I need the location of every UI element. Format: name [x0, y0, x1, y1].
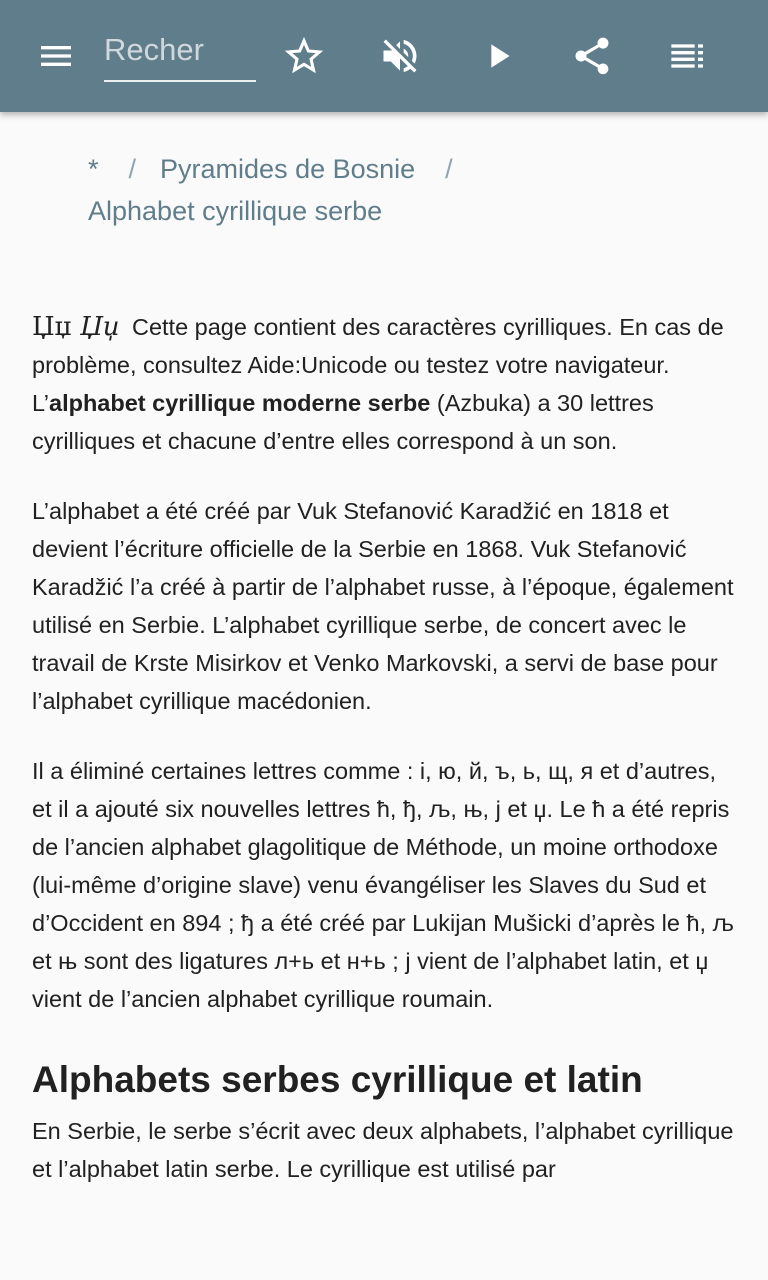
article-body [32, 308, 742, 1220]
search-field[interactable] [104, 28, 256, 82]
section-paragraph: En Serbie, le serbe s’écrit avec deux alphabets, l’alphabet cyrillique et l’alphabet latin serbe. Le cyrillique est utilisé par [32, 1118, 734, 1182]
breadcrumb [88, 148, 648, 232]
play-button[interactable] [470, 28, 526, 84]
mute-button[interactable] [372, 28, 428, 84]
table-of-contents-button[interactable] [660, 28, 716, 84]
unicode-notice-text: Cette page contient des caractères cyrilliques. En cas de problème, consultez Aide:Unicode ou testez votre navigateur. [32, 314, 724, 378]
volume-off-icon [378, 34, 422, 78]
search-input[interactable] [104, 30, 256, 70]
star-outline-icon [281, 33, 327, 79]
section-heading: Alphabets serbes cyrillique et latin [32, 1059, 643, 1100]
play-icon [478, 36, 518, 76]
breadcrumb-separator: / [128, 154, 137, 184]
breadcrumb-root-link[interactable]: * [88, 154, 99, 184]
unicode-notice [32, 308, 742, 384]
breadcrumb-current: Alphabet cyrillique serbe [88, 196, 383, 226]
bold-term: alphabet cyrillique moderne serbe [49, 390, 431, 416]
share-button[interactable] [564, 28, 620, 84]
menu-button[interactable] [28, 28, 84, 84]
share-icon [570, 34, 614, 78]
breadcrumb-separator: / [445, 154, 453, 184]
intro-paragraph: L’alphabet cyrillique moderne serbe (Azbuka) a 30 lettres cyrilliques et chacune d’entre elles correspond à un son. [32, 390, 654, 454]
hamburger-menu-icon [36, 36, 76, 76]
breadcrumb-parent-link[interactable]: Pyramides de Bosnie [160, 154, 416, 184]
app-toolbar [0, 0, 768, 112]
letters-paragraph: Il a éliminé certaines lettres comme : і, ю, й, ъ, ь, щ, я et d’autres, et il a ajouté six nouvelles lettres ћ, ђ, љ, њ, ј et џ. Le ћ a été repris de l’ancien alphabet glagolitique de Méthode, un moine orthodoxe (lui-même d’origine slave) venu évangéliser les Slaves du Sud et d’Occident en 894 ; ђ a été créé par Lukijan Mušicki d’après le ћ, љ et њ sont des ligatures л+ь et н+ь ; ј vient de l’alphabet latin, et џ vient de l’ancien alphabet cyrillique roumain. [32, 758, 734, 1012]
bookmark-button[interactable] [276, 28, 332, 84]
cyrillic-sample-glyphs: Џџ Џџ [32, 312, 120, 342]
history-paragraph: L’alphabet a été créé par Vuk Stefanović Karadžić en 1818 et devient l’écriture officielle de la Serbie en 1868. Vuk Stefanović Karadžić l’a créé à partir de l’alphabet russe, à l’époque, également utilisé en Serbie. L’alphabet cyrillique serbe, de concert avec le travail de Krste Misirkov et Venko Markovski, a servi de base pour l’alphabet cyrillique macédonien. [32, 498, 734, 714]
list-menu-icon [668, 36, 708, 76]
